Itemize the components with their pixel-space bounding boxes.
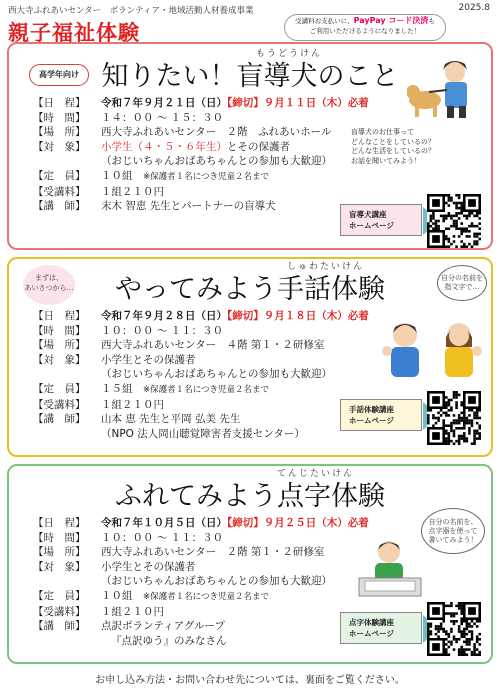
label-target: 【対 象】: [33, 353, 86, 366]
value-place: 西大寺ふれあいセンター ２階 ふれあいホール: [101, 126, 332, 139]
button-label: ホームページ: [349, 221, 394, 230]
label-fee: 【受講料】: [33, 398, 86, 411]
bubble-line: 自分の名前を: [441, 274, 483, 282]
paypay-notice: [284, 14, 446, 41]
value-capacity-note: ※保護者１名につき児童２名まで: [143, 591, 269, 602]
value-fee: １組２１０円: [101, 605, 164, 618]
braille-writer-illustration: [355, 538, 425, 600]
info-row-time: [33, 111, 431, 126]
guide-dog-homepage-button[interactable]: [340, 204, 422, 236]
title-ruby: てんじたいけん: [277, 469, 355, 479]
button-label: 点字体験講座: [349, 618, 394, 627]
value-deadline: 【締切】９月１１日（木）必着: [227, 97, 369, 109]
qr-code-icon[interactable]: [427, 391, 481, 445]
value-instructor-note: 『点訳ゆう』のみなさん: [111, 634, 227, 647]
speech-line: どんな生活をしているの？: [351, 147, 435, 155]
value-target-note: （おじいちゃんおばあちゃんとの参加も大歓迎）: [101, 575, 332, 588]
sign-language-homepage-button[interactable]: [340, 399, 422, 431]
organization-line: 西大寺ふれあいセンター ボランティア・地域活動人材養成事業: [8, 6, 254, 16]
label-date: 【日 程】: [33, 310, 86, 322]
label-date: 【日 程】: [33, 517, 86, 529]
bubble-line: 指文字で…: [444, 283, 480, 291]
value-instructor: 山本 恵 先生と平岡 弘美 先生: [101, 413, 241, 426]
qr-code-icon[interactable]: [427, 602, 481, 656]
value-target: 小学生とその保護者: [101, 353, 196, 366]
value-time: １０：００ ～ １１：３０: [101, 531, 224, 544]
value-fee: １組２１０円: [101, 185, 164, 198]
bubble-line: まずは、: [35, 274, 63, 282]
value-time: １４：００ ～ １５：３０: [101, 111, 224, 124]
button-label: 手話体験講座: [349, 405, 394, 414]
bubble-line: 書いてみよう！: [428, 536, 478, 544]
value-instructor: 末木 智恵 先生とパートナーの盲導犬: [101, 200, 276, 213]
fingerspelling-bubble: [437, 265, 487, 301]
info-row-date: [33, 516, 441, 531]
bubble-line: あいさつから…: [24, 284, 74, 292]
title-ruby: しゅわたいけん: [287, 262, 365, 272]
issue-date: 2025.8: [458, 3, 490, 13]
label-place: 【場 所】: [33, 126, 86, 139]
value-time: １０：００ ～ １１：３０: [101, 324, 224, 337]
value-deadline: 【締切】９月２５日（木）必着: [227, 517, 369, 529]
paypay-notice-tail: も: [428, 17, 435, 25]
footer-note: お申し込み方法・お問い合わせ先については、裏面をご覧ください。: [95, 675, 405, 686]
braille-homepage-button[interactable]: [340, 612, 422, 644]
label-time: 【時 間】: [33, 111, 86, 124]
label-capacity: 【定 員】: [33, 382, 86, 395]
guide-dog-speech: [351, 128, 449, 166]
title-ruby: もうどうけん: [256, 49, 323, 59]
info-row-time: [33, 324, 431, 339]
button-label: ホームページ: [349, 629, 394, 638]
label-capacity: 【定 員】: [33, 169, 86, 182]
section-title: ふれてみよう点字体験: [115, 481, 385, 512]
value-instructor-note: （NPO 法人岡山聴覚障害者支援センター）: [101, 427, 305, 440]
value-place: 西大寺ふれあいセンター ４階 第１・２研修室: [101, 339, 325, 352]
value-date: 令和７年９月２１日（日）: [101, 97, 227, 109]
value-target: 小学生とその保護者: [101, 560, 196, 573]
label-place: 【場 所】: [33, 546, 86, 559]
signing-people-illustration: [377, 317, 487, 389]
paypay-notice-text: 受講料お支払いに、: [295, 17, 354, 25]
grade-badge: 高学年向け: [29, 64, 89, 86]
label-instructor: 【講 師】: [33, 413, 86, 426]
value-target: とその保護者: [227, 140, 290, 153]
bubble-line: 点字器を使って: [428, 527, 478, 535]
value-capacity: １０組: [101, 589, 133, 602]
qr-code-icon[interactable]: [427, 194, 481, 248]
info-row-capacity: [33, 169, 431, 185]
info-row-fee: [33, 185, 431, 200]
paypay-notice-line2: ご利用いただけるようになりました！: [309, 27, 421, 35]
bubble-line: 自分の名前を、: [428, 518, 478, 526]
info-row-target: [33, 353, 431, 368]
value-capacity: １０組: [101, 169, 133, 182]
label-target: 【対 象】: [33, 140, 86, 153]
label-fee: 【受講料】: [33, 605, 86, 618]
label-capacity: 【定 員】: [33, 589, 86, 602]
value-capacity-note: ※保護者１名につき児童２名まで: [143, 384, 269, 395]
value-instructor: 点訳ボランティアグループ: [101, 620, 226, 633]
button-label: 盲導犬講座: [349, 210, 387, 219]
value-deadline: 【締切】９月１８日（木）必着: [227, 310, 369, 322]
info-row-target-note: [33, 367, 431, 382]
section-title: 知りたい！盲導犬のこと: [101, 61, 399, 92]
info-row-date: [33, 309, 431, 324]
section-title: やってみよう手話体験: [115, 274, 385, 305]
sign-language-section: [7, 257, 493, 457]
label-time: 【時 間】: [33, 531, 86, 544]
label-place: 【場 所】: [33, 339, 86, 352]
value-date: 令和７年９月２８日（日）: [101, 310, 227, 322]
braille-section: [7, 464, 493, 664]
info-row-capacity: [33, 382, 431, 398]
label-time: 【時 間】: [33, 324, 86, 337]
label-instructor: 【講 師】: [33, 620, 86, 633]
label-fee: 【受講料】: [33, 185, 86, 198]
value-place: 西大寺ふれあいセンター ２階 第１・２研修室: [101, 546, 325, 559]
value-target-note: （おじいちゃんおばあちゃんとの参加も大歓迎）: [101, 368, 332, 381]
label-instructor: 【講 師】: [33, 200, 86, 213]
value-capacity: １５組: [101, 382, 133, 395]
label-date: 【日 程】: [33, 97, 86, 109]
value-date: 令和７年１０月５日（日）: [101, 517, 227, 529]
value-fee: １組２１０円: [101, 398, 164, 411]
info-row-date: [33, 96, 431, 111]
speech-line: お話を聞いてみよう！: [351, 156, 421, 165]
value-capacity-note: ※保護者１名につき児童２名まで: [143, 171, 269, 182]
speech-line: どんなことをしているの？: [351, 137, 435, 146]
paypay-brand: PayPay コード決済: [353, 16, 429, 25]
info-row-place: [33, 338, 431, 353]
guide-dog-section: [7, 42, 493, 250]
value-target-grade: 小学生（４・５・６年生）: [101, 140, 227, 153]
button-label: ホームページ: [349, 416, 394, 425]
label-target: 【対 象】: [33, 560, 86, 573]
page-title: 親子福祉体験: [8, 21, 140, 45]
value-target-note: （おじいちゃんおばあちゃんとの参加も大歓迎）: [101, 155, 332, 168]
speech-line: 盲導犬のお仕事って: [351, 128, 414, 136]
